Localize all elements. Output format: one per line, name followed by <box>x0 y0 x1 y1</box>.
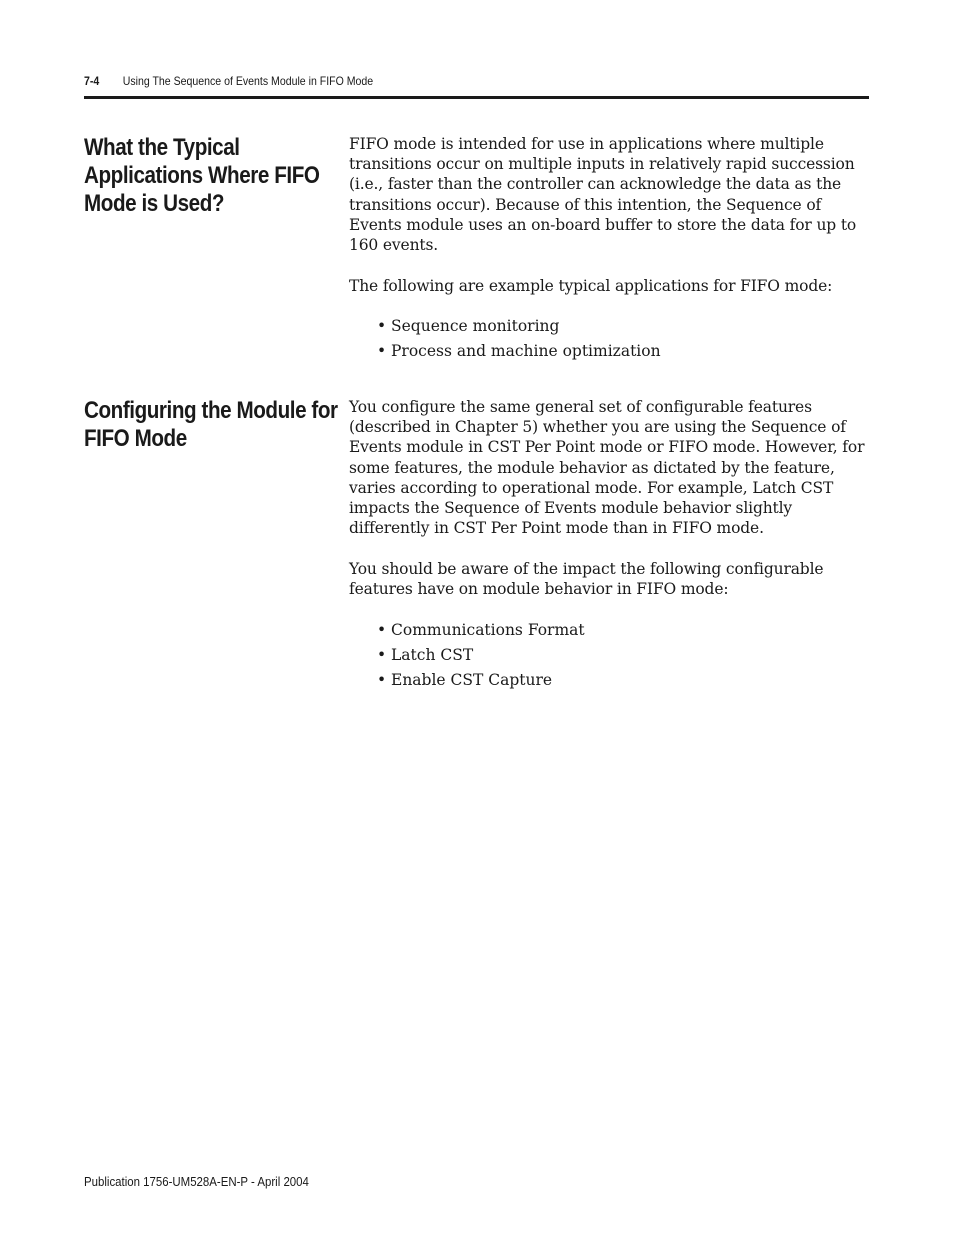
list-item-text: Enable CST Capture <box>391 670 553 689</box>
section-body <box>349 397 874 695</box>
running-header <box>84 73 775 89</box>
section-heading: What the Typical Applications Where FIFO Mode is Used? <box>84 134 320 217</box>
list-item <box>377 620 874 640</box>
list-item <box>377 316 874 336</box>
section-heading: Configuring the Module for FIFO Mode <box>84 397 338 452</box>
paragraph: You should be aware of the impact the following configurable features have on module behavior in FIFO mode: <box>349 559 824 599</box>
bullet-icon: • <box>377 317 387 336</box>
list-item-text: Communications Format <box>391 620 585 639</box>
running-title: Using The Sequence of Events Module in FIFO Mode <box>122 74 374 88</box>
section-body <box>349 134 874 366</box>
list-item <box>377 341 874 361</box>
bullet-icon: • <box>377 342 387 361</box>
bullet-list <box>349 316 874 361</box>
list-item <box>377 670 874 690</box>
bullet-icon: • <box>377 620 387 639</box>
list-item-text: Sequence monitoring <box>391 317 560 336</box>
paragraph: You configure the same general set of configurable features (described in Chapter 5) whether you are using the Sequence of Events module in CST Per Point mode or FIFO mode. However, for some features, the module behavior as dictated by the feature, varies according to operational mode. For example, Latch CST impacts the Sequence of Events module behavior slightly differently in CST Per Point mode than in FIFO mode. <box>349 398 865 538</box>
paragraph: FIFO mode is intended for use in applications where multiple transitions occur on multiple inputs in relatively rapid succession (i.e., faster than the controller can acknowledge the data as the transitions occur). Because of this intention, the Sequence of Events module uses an on-board buffer to store the data for up to 160 events. <box>349 135 857 255</box>
page-number: 7-4 <box>84 74 100 88</box>
header-rule <box>84 96 869 99</box>
bullet-list <box>349 620 874 690</box>
list-item-text: Process and machine optimization <box>391 342 661 361</box>
list-item-text: Latch CST <box>391 645 474 664</box>
paragraph: The following are example typical applications for FIFO mode: <box>349 276 833 295</box>
list-item <box>377 645 874 665</box>
publication-footer: Publication 1756-UM528A-EN-P - April 2004 <box>84 1174 309 1189</box>
bullet-icon: • <box>377 645 387 664</box>
bullet-icon: • <box>377 670 387 689</box>
